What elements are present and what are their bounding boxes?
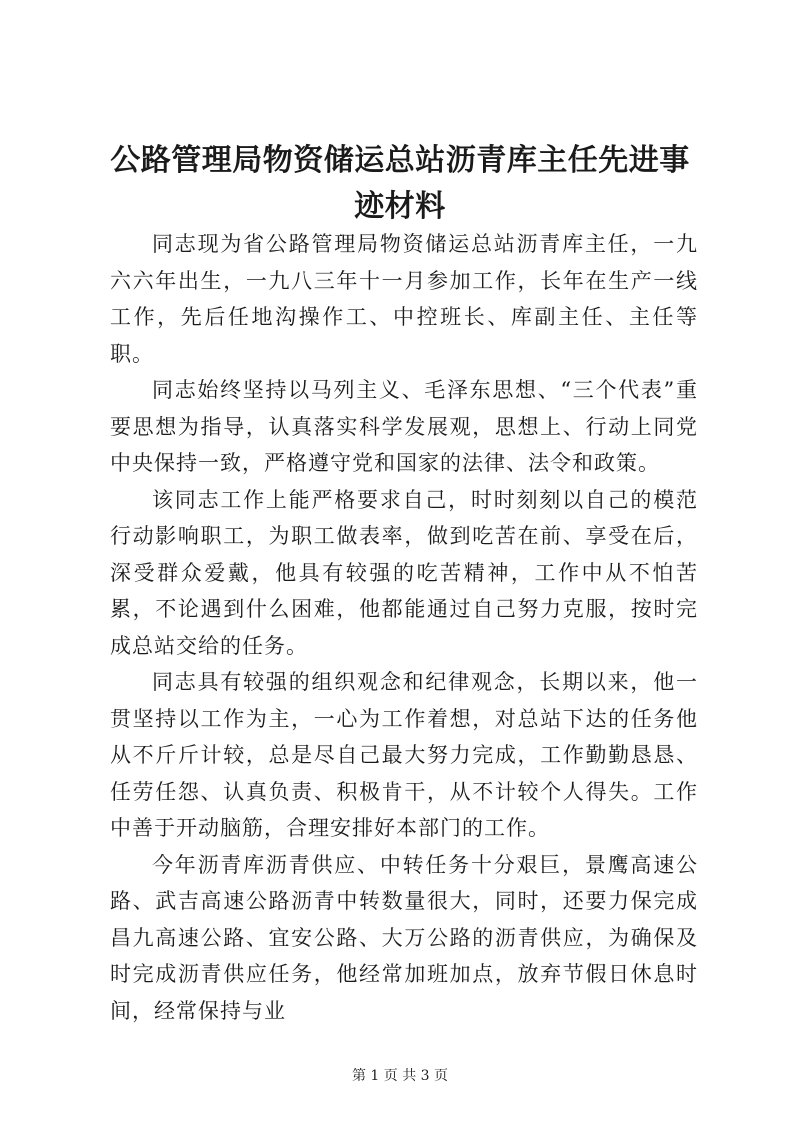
paragraph-2: 同志始终坚持以马列主义、毛泽东思想、“三个代表”重要思想为指导，认真落实科学发展观，思想上、行动上同党中央保持一致，严格遵守党和国家的法律、法令和政策。	[110, 378, 698, 475]
page-footer: 第 1 页 共 3 页	[351, 1068, 449, 1084]
paragraph-5: 今年沥青库沥青供应、中转任务十分艰巨，景鹰高速公路、武吉高速公路沥青中转数量很大，同时，还要力保完成昌九高速公路、宜安公路、大万公路的沥青供应，为确保及时完成沥青供应任务，他经常加班加点，放弃节假日休息时间，经常保持与业	[110, 852, 698, 1023]
paragraph-1: 同志现为省公路管理局物资储运总站沥青库主任，一九六六年出生，一九八三年十一月参加工作，长年在生产一线工作，先后任地沟操作工、中控班长、库副主任、主任等职。	[110, 232, 698, 366]
document-title: 公路管理局物资储运总站沥青库主任先进事迹材料	[110, 143, 690, 224]
paragraph-4: 同志具有较强的组织观念和纪律观念，长期以来，他一贯坚持以工作为主，一心为工作着想，对总站下达的任务他从不斤斤计较，总是尽自己最大努力完成，工作勤勤恳恳、任劳任怨、认真负责、积极肯干，从不计较个人得失。工作中善于开动脑筋，合理安排好本部门的工作。	[110, 670, 698, 840]
paragraph-3: 该同志工作上能严格要求自己，时时刻刻以自己的模范行动影响职工，为职工做表率，做到吃苦在前、享受在后，深受群众爱戴，他具有较强的吃苦精神，工作中从不怕苦累，不论遇到什么困难，他都能通过自己努力克服，按时完成总站交给的任务。	[110, 487, 698, 658]
document-body	[110, 226, 698, 1029]
